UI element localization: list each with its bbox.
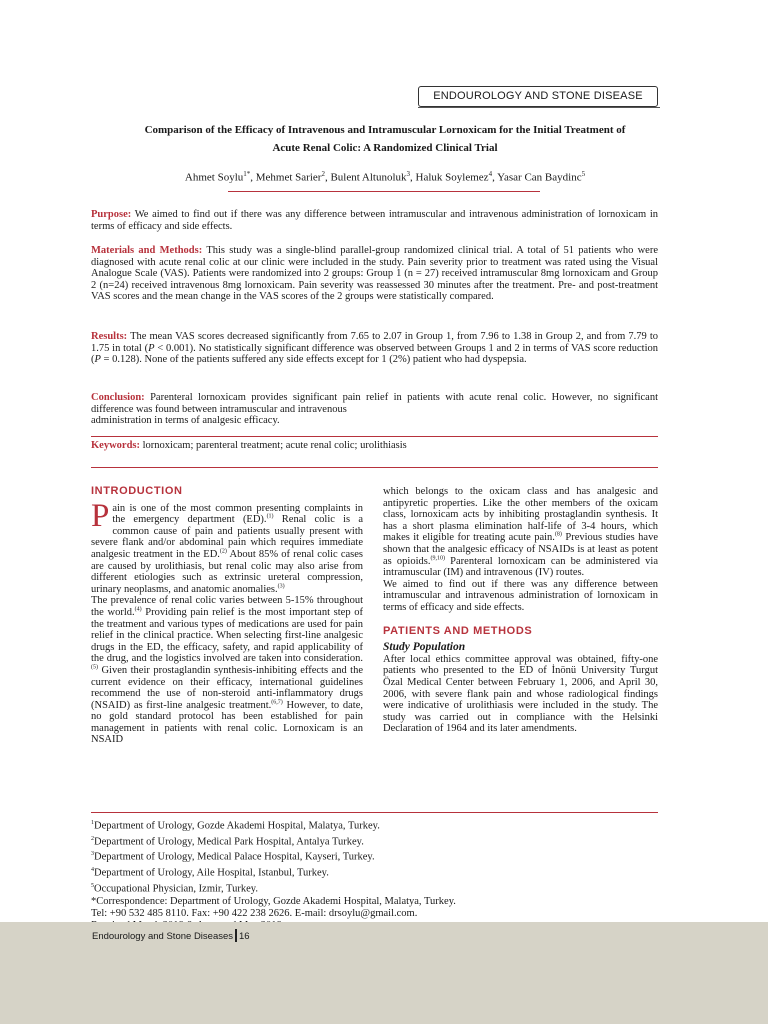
study-population-text: After local ethics committee approval was obtained, fifty-one patients who presented to the ED of İnönü University Turgut Özal Medical Center between February 1, 2006, and April 30, 2006, with severe flank pain and whose radiological findings were indicative of urolithiasis were included in the study. The study was carried out in compliance with the Helsinki Declaration of 1964 and its later amendments. <box>383 653 658 735</box>
intro-text: The prevalence of renal colic varies between 5-15% throughout the world. <box>91 595 363 618</box>
footnote-mark: 5 <box>91 882 94 889</box>
author-affiliation-mark: 5 <box>581 170 586 178</box>
footnote-text: Department of Urology, Gozde Akademi Hospital, Malatya, Turkey. <box>94 820 380 832</box>
intro-text: Renal colic is a common cause of pain and patients usually present with severe flank and/or abdominal pain which requires immediate analgesic treatment in the ED. <box>91 514 363 560</box>
title-line-2: Acute Renal Colic: A Randomized Clinical Trial <box>272 142 498 154</box>
keywords-rule-top <box>91 436 658 437</box>
citation: (4) <box>134 606 142 613</box>
intro-text: which belongs to the oxicam class and has analgesic and antipyretic properties. Like the other members of the oxicam class, lornoxicam acts by inhibiting prostaglandin synthesis. It has a short plasma elimination half-life of 3-4 hours, which makes it eligible for treating acute pain. <box>383 486 658 544</box>
results-text: < 0.001). No statistically significant difference was observed between Groups 1 and 2 in terms of VAS score reduction ( <box>91 342 659 366</box>
footnote <box>91 880 658 896</box>
journal-name: Endourology and Stone Diseases <box>92 931 234 942</box>
column-right <box>383 486 658 735</box>
citation: (2) <box>219 548 227 555</box>
author-affiliation-mark: 1* <box>243 170 251 178</box>
author-name: Haluk Soylemez <box>415 171 489 184</box>
results-text: = 0.128). None of the patients suffered any side effects except for 1 (2%) patient who had dyspepsia. <box>100 354 527 366</box>
introduction-heading: INTRODUCTION <box>91 485 183 497</box>
abstract-keywords <box>91 440 658 452</box>
page-number: 16 <box>239 931 250 942</box>
citation: (5) <box>91 664 98 671</box>
conclusion-text: Parenteral lornoxicam provides significant pain relief in patients with acute renal colic. However, no significant difference was found between intramuscular and intravenous <box>91 392 658 415</box>
citation: (6,7) <box>271 699 283 706</box>
intro-text: ain is one of the most common presenting complaints in the emergency department (ED). <box>112 502 363 526</box>
intro-text: Given their prostaglandin synthesis-inhibiting effects and the current evidence on their efficacy, international guidelines recommend the use of non-steroid anti-inflammatory drugs (NSAID) as first-line analgesic treatment. <box>91 664 363 711</box>
footnote-text: Department of Urology, Aile Hospital, Istanbul, Turkey. <box>94 867 329 879</box>
citation: (8) <box>554 531 562 538</box>
citation: (1) <box>266 513 274 520</box>
p-value-symbol: P <box>148 342 155 354</box>
footnote <box>91 817 658 833</box>
author-affiliation-mark: 2 <box>321 170 325 178</box>
purpose-text: We aimed to find out if there was any difference between intramuscular and intravenous administration of lornoxicam in terms of efficacy and side effects. <box>91 209 658 232</box>
introduction-aim: We aimed to find out if there was any difference between intramuscular and intravenous administration of lornoxicam in terms of efficacy and side effects. <box>383 578 658 613</box>
footnote-text: Occupational Physician, Izmir, Turkey. <box>94 883 258 895</box>
methods-label: Materials and Methods: <box>91 245 203 256</box>
article-title <box>90 121 680 157</box>
introduction-paragraph-1 <box>91 497 364 596</box>
methods-text: This study was a single-blind parallel-group randomized clinical trial. A total of 51 patients who were diagnosed with acute renal colic at our clinic were included in the study. Pain severity prior to treatment was rated using the Visual Analogue Scale (VAS). Patients were randomized into 2 groups: Group 1 (n = 27) received intramuscular 8mg lornoxicam and Group 2 (n=24) received intravenous 8mg lornoxicam. Pain severity was reassessed 30 minutes after the treatment. Pre- and post-treatment VAS scores and the mean change in the VAS scores of the 2 groups were statistically compared. <box>91 245 658 303</box>
intro-text: Previous studies have shown that the analgesic efficacy of NSAIDs is at least as potent as opioids. <box>383 532 658 567</box>
footnote-mark: 1 <box>91 820 94 826</box>
keywords-rule-bottom <box>91 467 658 468</box>
intro-text: However, to date, no gold standard protocol has been established for pain management in patients with renal colic. Lornoxicam is an NSAID <box>91 699 363 746</box>
correspondence: *Correspondence: Department of Urology, Gozde Akademi Hospital, Malatya, Turkey. <box>91 895 456 907</box>
author-list: Ahmet Soylu$^{1*}$, Mehmet Sarier$^2$, Bulent Altunoluk$^3$, Haluk Soylemez$^4$, Yasar Can Baydinc$^5$ <box>184 170 586 184</box>
intro-text: About 85% of renal colic cases are caused by urolithiasis, but renal colic may also arise from different etiologies such as extrinsic ureteral compression, urinary neoplasms, and anatomic anomalies. <box>91 548 364 595</box>
footnote <box>91 833 658 849</box>
author-name: Yasar Can Baydinc <box>497 171 582 184</box>
intro-text: Providing pain relief is the most important step of the treatment and various types of medications are used for pain relief in the clinical practice. When selecting first-line analgesic drugs in the ED, the efficacy, safety, and rapid applicability of the drug, and the logistics involved are taken into consideration. <box>91 606 364 665</box>
author-affiliation-mark: 4 <box>488 170 493 178</box>
p-value-symbol: P <box>94 354 101 366</box>
contact-info: Tel: +90 532 485 8110. Fax: +90 422 238 2626. E-mail: drsoylu@gmail.com. <box>91 907 418 919</box>
footnote-rule <box>91 812 658 813</box>
footnote-mark: 4 <box>91 867 94 874</box>
purpose-label: Purpose: <box>91 209 132 220</box>
footnote-mark: 3 <box>91 851 94 858</box>
footnotes <box>91 817 658 932</box>
keywords-text: lornoxicam; parenteral treatment; acute renal colic; urolithiasis <box>142 440 407 451</box>
abstract-methods <box>91 245 658 303</box>
author-name: Bulent Altunoluk <box>330 171 407 184</box>
header-rule <box>418 107 660 108</box>
keywords-label: Keywords: <box>91 440 140 451</box>
footnote-mark: 2 <box>91 835 94 842</box>
results-text: The mean VAS scores decreased significantly from 7.65 to 2.07 in Group 1, from 7.96 to 1.38 in Group 2, and from 7.79 to 1.75 in total ( <box>91 331 658 354</box>
methods-heading: PATIENTS AND METHODS <box>383 624 533 637</box>
author-name: Mehmet Sarier <box>255 171 322 184</box>
column-left <box>91 486 363 746</box>
author-affiliation-mark: 3 <box>406 170 411 178</box>
footnote <box>91 848 658 864</box>
footnote-text: Department of Urology, Medical Park Hospital, Antalya Turkey. <box>94 836 364 848</box>
conclusion-text-line-2: administration in terms of analgesic efficacy. <box>91 415 280 427</box>
abstract-conclusion <box>91 392 658 427</box>
conclusion-label: Conclusion: <box>91 392 145 403</box>
footnote-text: Department of Urology, Medical Palace Hospital, Kayseri, Turkey. <box>94 851 375 863</box>
abstract-purpose <box>91 209 658 232</box>
results-label: Results: <box>91 331 128 342</box>
author-rule <box>228 191 540 192</box>
study-population-subheading: Study Population <box>383 641 466 654</box>
citation: (3) <box>277 583 285 590</box>
introduction-paragraph-2 <box>91 595 363 746</box>
author-name: Ahmet Soylu <box>184 171 244 184</box>
section-label: ENDOUROLOGY AND STONE DISEASE <box>418 86 658 107</box>
footer-divider <box>235 929 237 942</box>
citation: (9,10) <box>430 555 445 562</box>
intro-text: Parenteral lornoxicam can be administered via intramuscular (IM) and intravenous (IV) routes. <box>383 555 659 579</box>
title-line-1: Comparison of the Efficacy of Intravenous and Intramuscular Lornoxicam for the Initial Treatment of <box>144 124 626 136</box>
page-footer <box>92 929 250 942</box>
introduction-continued <box>383 486 658 579</box>
footnote <box>91 864 658 880</box>
abstract-results <box>91 331 658 366</box>
drop-cap: P <box>91 497 110 534</box>
